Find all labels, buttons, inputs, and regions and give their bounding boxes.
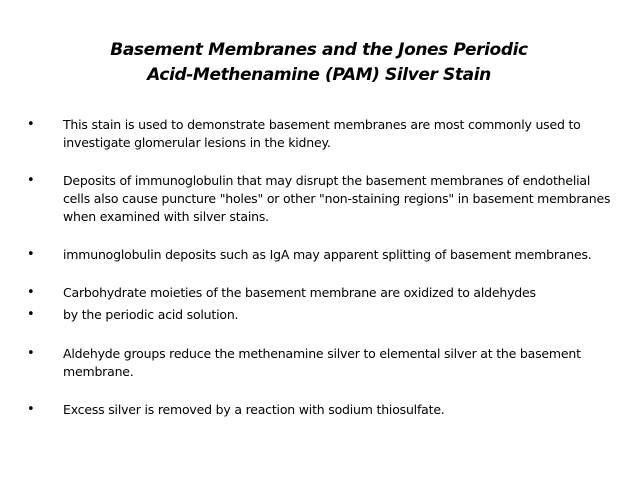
bullet-text: Deposits of immunoglobulin that may disrupt the basement membranes of endothelial cells also cause puncture "holes" or other "non-staining regions" in basement membranes when examined with silver stains. xyxy=(63,173,611,224)
bullet-marker: • xyxy=(27,346,35,361)
bullet-marker: • xyxy=(27,117,35,132)
bullet-marker: • xyxy=(27,173,35,188)
bullet-item xyxy=(27,246,617,264)
bullet-marker: • xyxy=(27,402,35,417)
bullet-text: Carbohydrate moieties of the basement membrane are oxidized to aldehydes xyxy=(63,285,536,300)
slide-title-line-2: Acid-Methenamine (PAM) Silver Stain xyxy=(147,65,491,85)
bullet-item xyxy=(27,284,617,302)
bullet-text: Aldehyde groups reduce the methenamine silver to elemental silver at the basement membrane. xyxy=(63,346,581,379)
bullet-item xyxy=(27,401,617,419)
bullet-text: Excess silver is removed by a reaction with sodium thiosulfate. xyxy=(63,402,445,417)
bullet-text: immunoglobulin deposits such as IgA may apparent splitting of basement membranes. xyxy=(63,247,592,262)
bullet-item xyxy=(27,172,617,226)
bullet-text: This stain is used to demonstrate basement membranes are most commonly used to investigate glomerular lesions in the kidney. xyxy=(63,117,581,150)
bullet-item xyxy=(27,116,617,152)
bullet-marker: • xyxy=(27,307,35,322)
bullet-item xyxy=(27,306,617,324)
bullet-marker: • xyxy=(27,247,35,262)
slide-title-line-1: Basement Membranes and the Jones Periodic xyxy=(110,40,528,60)
bullet-text: by the periodic acid solution. xyxy=(63,307,239,322)
bullet-marker: • xyxy=(27,285,35,300)
bullet-item xyxy=(27,345,617,381)
